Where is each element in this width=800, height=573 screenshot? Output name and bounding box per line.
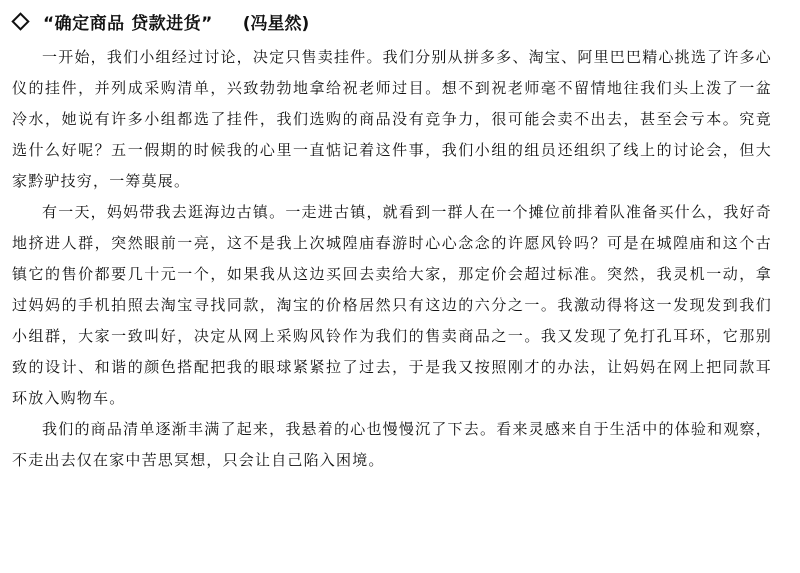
body-text [12, 42, 772, 476]
author-name: (冯星然) [242, 13, 310, 34]
diamond-bullet-icon [11, 12, 29, 30]
paragraph-2: 有一天，妈妈带我去逛海边古镇。一走进古镇，就看到一群人在一个摊位前排着队准备买什么，我好奇地挤进人群，突然眼前一亮，这不是我上次城隍庙春游时心心念念的许愿风铃吗？可是在城隍庙和这个古镇它的售价都要几十元一个，如果我从这边买回去卖给大家，那定价会超过标准。突然，我灵机一动，拿过妈妈的手机拍照去淘宝寻找同款，淘宝的价格居然只有这边的六分之一。我激动得将这一发现发到我们小组群，大家一致叫好，决定从网上采购风铃作为我们的售卖商品之一。我又发现了免打孔耳环，它那别致的设计、和谐的颜色搭配把我的眼球紧紧拉了过去，于是我又按照刚才的办法，让妈妈在网上把同款耳环放入购物车。 [12, 203, 772, 407]
paragraph-1: 一开始，我们小组经过讨论，决定只售卖挂件。我们分别从拼多多、淘宝、阿里巴巴精心挑选了许多心仪的挂件，并列成采购清单，兴致勃勃地拿给祝老师过目。想不到祝老师毫不留情地往我们头上泼了一盆冷水，她说有许多小组都选了挂件，我们选购的商品没有竞争力，很可能会卖不出去，甚至会亏本。究竟选什么好呢？五一假期的时候我的心里一直惦记着这件事，我们小组的组员还组织了线上的讨论会，但大家黔驴技穷，一筹莫展。 [12, 48, 772, 190]
heading-row [12, 8, 309, 34]
section-title: “确定商品 贷款进货” [43, 13, 213, 34]
paragraph-3: 我们的商品清单逐渐丰满了起来，我悬着的心也慢慢沉了下去。看来灵感来自于生活中的体验和观察，不走出去仅在家中苦思冥想，只会让自己陷入困境。 [12, 420, 772, 469]
